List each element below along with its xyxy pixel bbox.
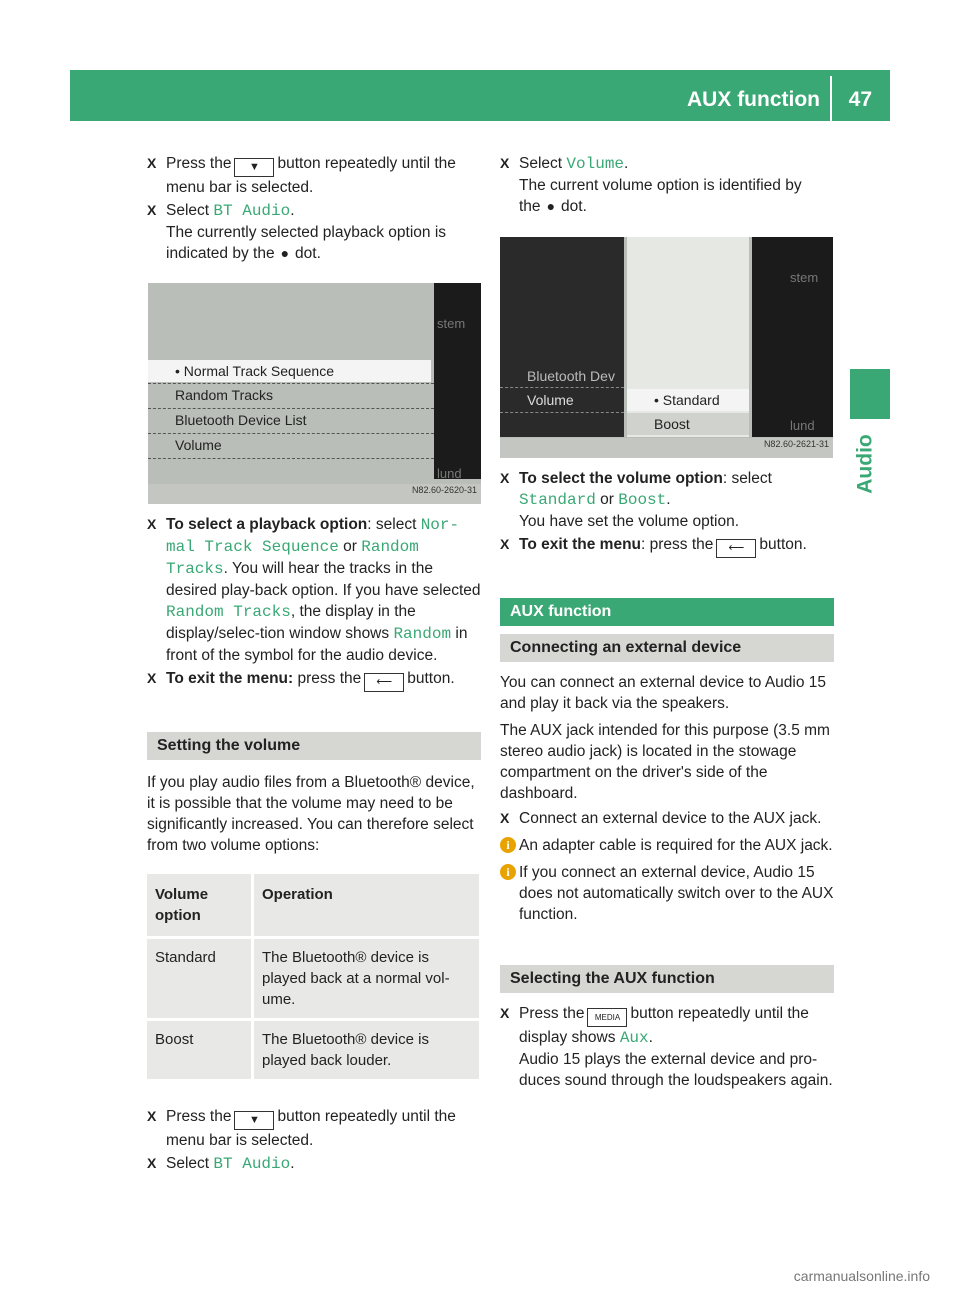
step-item: X Press the ▼ button repeatedly until the menu bar is selected. — [147, 1108, 456, 1149]
table-header-row — [147, 874, 479, 938]
step-arrow-icon: X — [147, 670, 157, 686]
table-cell: The Bluetooth® device is played back at a normal vol-ume. — [253, 938, 480, 1020]
header-separator — [830, 76, 832, 121]
bullet-dot-icon: ● — [546, 198, 556, 214]
info-note: i An adapter cable is required for the AUX jack. — [500, 835, 834, 856]
step-arrow-icon: X — [500, 1005, 510, 1021]
intro-paragraph: If you play audio files from a Bluetooth® device, it is possible that the volume may need to be significantly increased. You can therefore select from two volume options: — [147, 774, 475, 854]
volume-options-table — [147, 874, 479, 1082]
paragraph: The AUX jack intended for this purpose (3.5 mm stereo audio jack) is located in the stowage compartment on the driver's side of the dashboard. — [500, 722, 830, 802]
step-item: X Press the MEDIA button repeatedly until the display shows Aux. Audio 15 plays the external device and pro-duces sound through the loudspeakers again. — [500, 1005, 833, 1089]
page-header — [70, 70, 890, 121]
side-tab-marker — [850, 369, 890, 419]
menu-item: Bluetooth Device List — [175, 412, 307, 428]
step-arrow-icon: X — [147, 202, 157, 218]
paragraph: You can connect an external device to Audio 15 and play it back via the speakers. — [500, 674, 827, 712]
step-arrow-icon: X — [500, 155, 510, 171]
step-item: X Press the ▼ button repeatedly until the menu bar is selected. — [147, 155, 456, 196]
step-arrow-icon: X — [147, 1108, 157, 1124]
step-item: X Select BT Audio. The currently selected playback option is indicated by the ● dot. — [147, 202, 447, 262]
step-item: X Select Volume. The current volume option is identified by the ● dot. — [500, 155, 802, 215]
menu-item: Boost — [627, 413, 749, 435]
table-cell: Boost — [147, 1020, 253, 1081]
table-cell: Standard — [147, 938, 253, 1020]
left-column — [147, 153, 481, 1177]
menu-item: • Standard — [627, 389, 749, 411]
table-cell: The Bluetooth® device is played back louder. — [253, 1020, 480, 1081]
section-heading: Setting the volume — [147, 732, 481, 760]
menu-item: • Normal Track Sequence — [148, 360, 431, 382]
step-arrow-icon: X — [147, 516, 157, 532]
page-number: 47 — [848, 88, 872, 111]
step-arrow-icon: X — [147, 155, 157, 171]
step-arrow-icon: X — [500, 810, 510, 826]
menu-item: Volume — [175, 437, 222, 453]
info-icon: i — [500, 837, 516, 853]
menu-item: Bluetooth Dev — [527, 368, 615, 384]
table-header-cell: Volume option — [147, 874, 253, 938]
info-icon: i — [500, 864, 516, 880]
table-row — [147, 938, 479, 1020]
back-button-icon: ⟵ — [364, 673, 404, 692]
subsection-heading: Connecting an external device — [500, 634, 834, 662]
step-item: X Select BT Audio. — [147, 1155, 295, 1173]
table-header-cell: Operation — [253, 874, 480, 938]
down-arrow-button-icon: ▼ — [234, 1111, 274, 1130]
back-button-icon: ⟵ — [716, 539, 756, 558]
watermark: carmanualsonline.info — [793, 1268, 930, 1284]
step-arrow-icon: X — [500, 470, 510, 486]
menu-item: Random Tracks — [175, 387, 274, 403]
step-arrow-icon: X — [147, 1155, 157, 1171]
display-screenshot-volume: stem lund Bluetooth Dev Volume • Standard Boost N82.60-2621-31 — [500, 237, 833, 458]
step-item: X To exit the menu: press the ⟵ button. — [500, 534, 834, 558]
table-row — [147, 1020, 479, 1081]
info-note: i If you connect an external device, Audio 15 does not automatically switch over to the AUX function. — [500, 862, 834, 925]
step-arrow-icon: X — [500, 536, 510, 552]
media-button-icon: MEDIA — [587, 1008, 627, 1027]
step-item: X Connect an external device to the AUX jack. — [500, 810, 822, 827]
bullet-dot-icon: ● — [280, 245, 290, 261]
section-heading: AUX function — [500, 598, 834, 626]
step-item: X To select a playback option: select Nor-mal Track Sequence or Random Tracks. You will hear the tracks in the desired play-back option. If you have selected Random Tracks, the display in the display/selec-tion window shows Random in front of the symbol for the audio device. — [147, 516, 481, 664]
side-section-label: Audio — [853, 434, 877, 494]
right-column — [500, 153, 834, 1093]
step-item: X To exit the menu: press the ⟵ button. — [147, 668, 481, 692]
step-item: X To select the volume option: select Standard or Boost. You have set the volume option. — [500, 470, 772, 530]
down-arrow-button-icon: ▼ — [234, 158, 274, 177]
display-screenshot-playback: stem lund • Normal Track Sequence Random Tracks Bluetooth Device List Volume N82.60-2620-31 — [148, 283, 481, 504]
subsection-heading: Selecting the AUX function — [500, 965, 834, 993]
header-title: AUX function — [687, 88, 820, 111]
menu-item: Volume — [527, 392, 574, 408]
